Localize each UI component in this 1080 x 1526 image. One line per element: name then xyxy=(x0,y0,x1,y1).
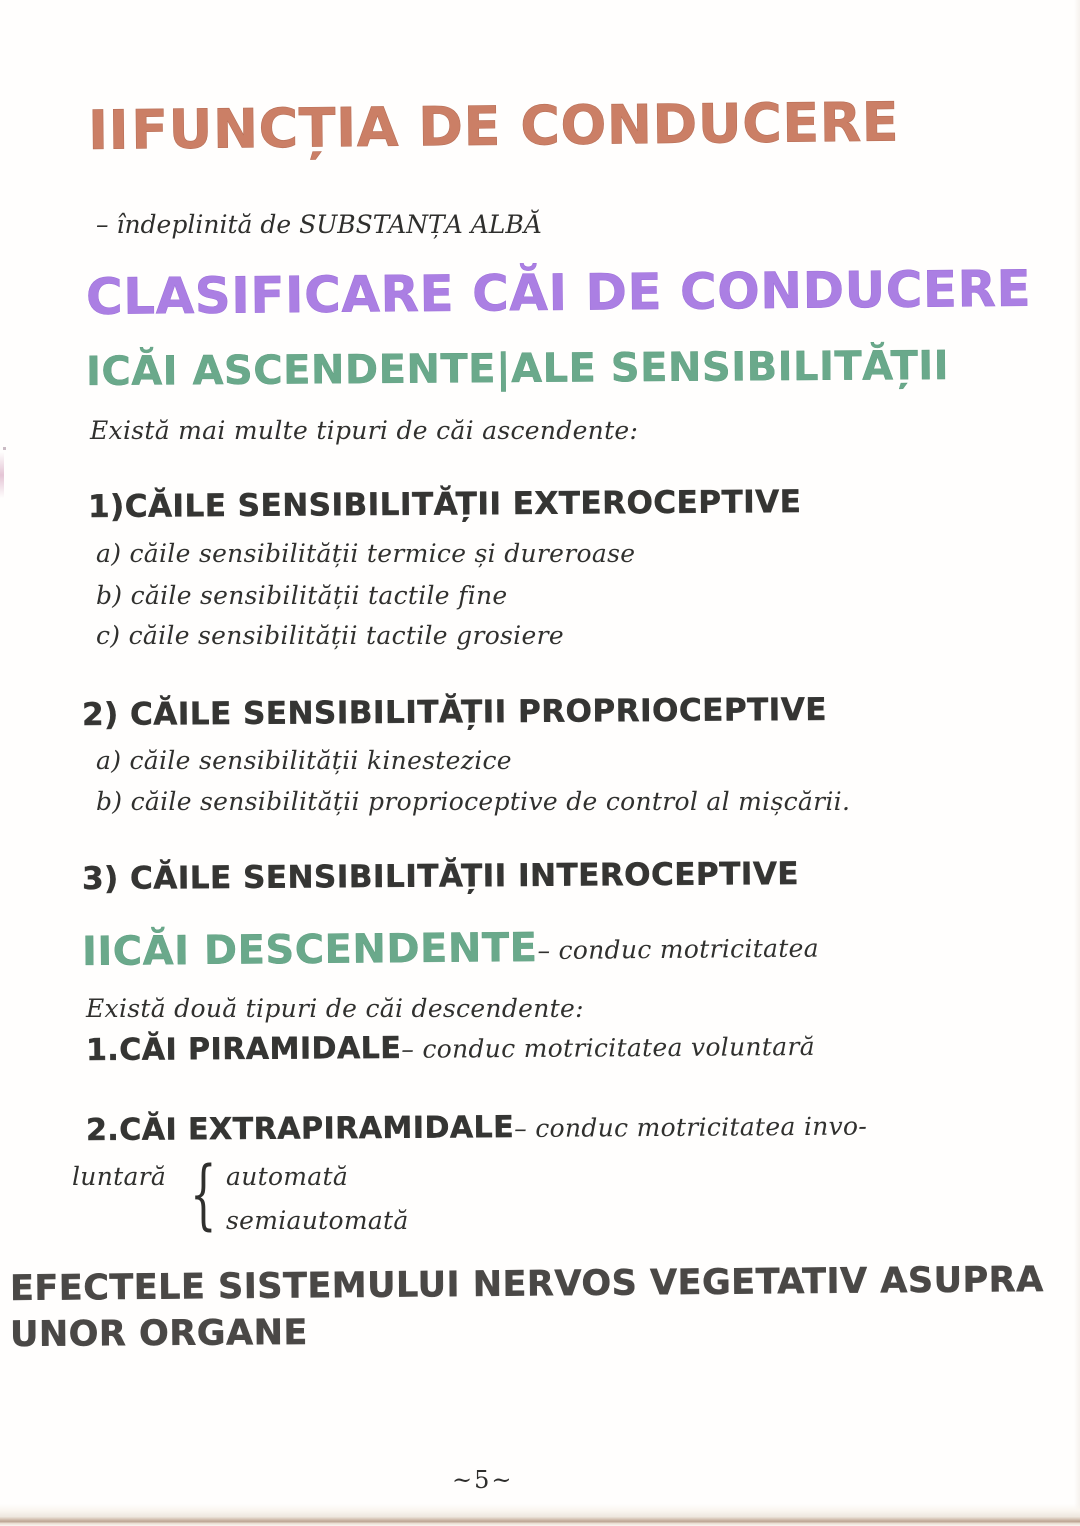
page-title xyxy=(87,90,900,162)
brace-item: automată xyxy=(226,1162,349,1191)
descending-item-1 xyxy=(86,1031,815,1066)
descending-item-2 xyxy=(86,1111,867,1146)
group-1-number: 1) xyxy=(87,488,125,525)
descending-item-2-number: 2. xyxy=(85,1112,120,1148)
subtitle-line xyxy=(96,212,542,237)
descending-continuation: luntară xyxy=(72,1162,167,1191)
list-item: b) căile sensibilității tactile fine xyxy=(96,581,508,610)
section-two-heading xyxy=(81,925,820,975)
list-item: a) căile sensibilității termice și dureroase xyxy=(96,539,636,568)
footer-heading-line-1: EFECTELE SISTEMULUI NERVOS VEGETATIV ASUPRA xyxy=(9,1259,1044,1309)
group-3-heading xyxy=(81,855,800,897)
section-two-heading-text: CĂI DESCENDENTE xyxy=(112,925,538,975)
scan-artifact-dot xyxy=(3,447,6,450)
descending-item-2-tail: – conduc motricitatea invo- xyxy=(514,1111,868,1144)
group-2-heading xyxy=(81,691,828,733)
section-two-numeral: II xyxy=(81,928,113,975)
list-item: b) căile sensibilității proprioceptive de control al mișcării. xyxy=(96,787,851,816)
scan-artifact-left-edge xyxy=(0,452,4,498)
section-two-heading-tail: – conduc motricitatea xyxy=(537,933,820,966)
classification-heading: CLASIFICARE CĂI DE CONDUCERE xyxy=(85,259,1032,326)
section-two-intro: Există două tipuri de căi descendente: xyxy=(86,994,584,1023)
section-one-heading-text: CĂI ASCENDENTE|ALE SENSIBILITĂȚII xyxy=(101,342,950,395)
group-2-number: 2) xyxy=(81,696,119,733)
page-number: ~5~ xyxy=(452,1466,514,1494)
scan-artifact-right-edge xyxy=(1074,0,1080,1526)
descending-item-1-number: 1. xyxy=(85,1032,120,1068)
scan-artifact-bottom-edge xyxy=(0,1504,1080,1526)
section-one-intro: Există mai multe tipuri de căi ascendente: xyxy=(90,416,639,445)
footer-heading-line-2: UNOR ORGANE xyxy=(9,1312,308,1355)
page-title-numeral: II xyxy=(87,98,130,162)
page-title-text: FUNCȚIA DE CONDUCERE xyxy=(130,90,900,162)
section-one-numeral: I xyxy=(85,348,102,395)
group-1-heading xyxy=(87,484,802,525)
group-3-number: 3) xyxy=(81,860,119,897)
group-1-heading-text: CĂILE SENSIBILITĂȚII EXTEROCEPTIVE xyxy=(124,484,802,525)
list-item: c) căile sensibilității tactile grosiere xyxy=(96,621,564,650)
list-item: a) căile sensibilității kinestezice xyxy=(96,746,512,775)
descending-item-2-heading: CĂI EXTRAPIRAMIDALE xyxy=(119,1110,515,1148)
descending-item-1-heading: CĂI PIRAMIDALE xyxy=(119,1030,402,1068)
section-one-heading xyxy=(85,342,950,395)
subtitle-text: îndeplinită de SUBSTANȚA ALBĂ xyxy=(116,210,542,239)
curly-brace-icon: { xyxy=(190,1149,217,1238)
brace-item: semiautomată xyxy=(226,1206,409,1235)
group-3-heading-text: CĂILE SENSIBILITĂȚII INTEROCEPTIVE xyxy=(129,855,800,897)
subtitle-bullet: – xyxy=(96,210,109,239)
descending-item-1-tail: – conduc motricitatea voluntară xyxy=(401,1031,815,1064)
group-2-heading-text: CĂILE SENSIBILITĂȚII PROPRIOCEPTIVE xyxy=(129,691,828,733)
